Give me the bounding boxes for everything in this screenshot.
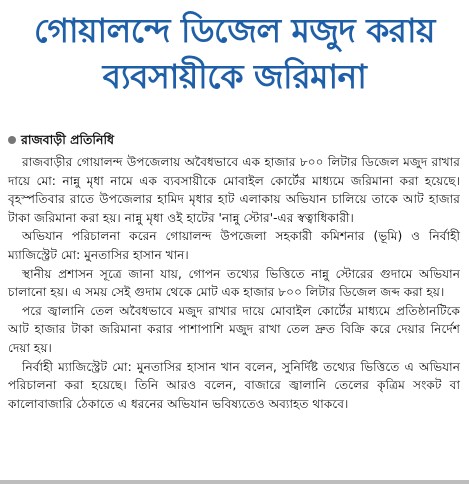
paragraph: রাজবাড়ীর গোয়ালন্দ উপজেলায় অবৈধভাবে এক হাজার ৮০০ লিটার ডিজেল মজুদ রাখার দায়ে মো: নান্নু মৃধা নামে এক ব্যবসায়ীকে মোবাইল কোর্টের মাধ্যমে জরিমানা করা হয়েছে। বৃহস্পতিবার রাতে উপজেলার হামিদ মৃধার হাট এলাকায় অভিযান চালিয়ে তাকে আট হাজার টাকা জরিমানা করা হয়। নান্নু মৃধা ওই হাটের 'নান্নু স্টোর'-এর স্বত্বাধিকারী। xyxy=(8,155,460,225)
headline-line-2: ব্যবসায়ীকে জরিমানা xyxy=(102,57,367,96)
paragraph: অভিযান পরিচালনা করেন গোয়ালন্দ উপজেলা সহকারী কমিশনার (ভূমি) ও নির্বাহী ম্যাজিস্ট্রেট মো: মুনতাসির হাসান খান। xyxy=(8,229,460,262)
bottom-rule xyxy=(0,480,469,484)
headline xyxy=(0,0,469,100)
headline-line-1: গোয়ালন্দে ডিজেল মজুদ করায় xyxy=(34,11,435,50)
paragraph: পরে জ্বালানি তেল অবৈধভাবে মজুদ রাখার দায়ে মোবাইল কোর্টের মাধ্যমে প্রতিষ্ঠানটিকে আট হাজার টাকা জরিমানা করার পাশাপাশি মজুদ রাখা তেল দ্রুত বিক্রি করে দেয়ার নির্দেশ দেয়া হয়। xyxy=(8,303,460,355)
paragraph: নির্বাহী ম্যাজিস্ট্রেট মো: মুনতাসির হাসান খান বলেন, সুনির্দিষ্ট তথ্যের ভিত্তিতে এ অভিযান পরিচালনা করা হয়েছে। তিনি আরও বলেন, বাজারে জ্বালানি তেলের কৃত্রিম সংকট বা কালোবাজারি ঠেকাতে এ ধরনের অভিযান ভবিষ্যতেও অব্যাহত থাকবে। xyxy=(8,359,460,411)
byline-text: রাজবাড়ী প্রতিনিধি xyxy=(21,132,115,147)
byline xyxy=(8,132,114,148)
paragraph: স্থানীয় প্রশাসন সূত্রে জানা যায়, গোপন তথ্যের ভিত্তিতে নান্নু স্টোরের গুদামে অভিযান চালানো হয়। এ সময় সেই গুদাম থেকে মোট এক হাজার ৮০০ লিটার ডিজেল জব্দ করা হয়। xyxy=(8,266,460,300)
bullet-icon xyxy=(8,136,16,144)
article-body xyxy=(8,153,460,413)
